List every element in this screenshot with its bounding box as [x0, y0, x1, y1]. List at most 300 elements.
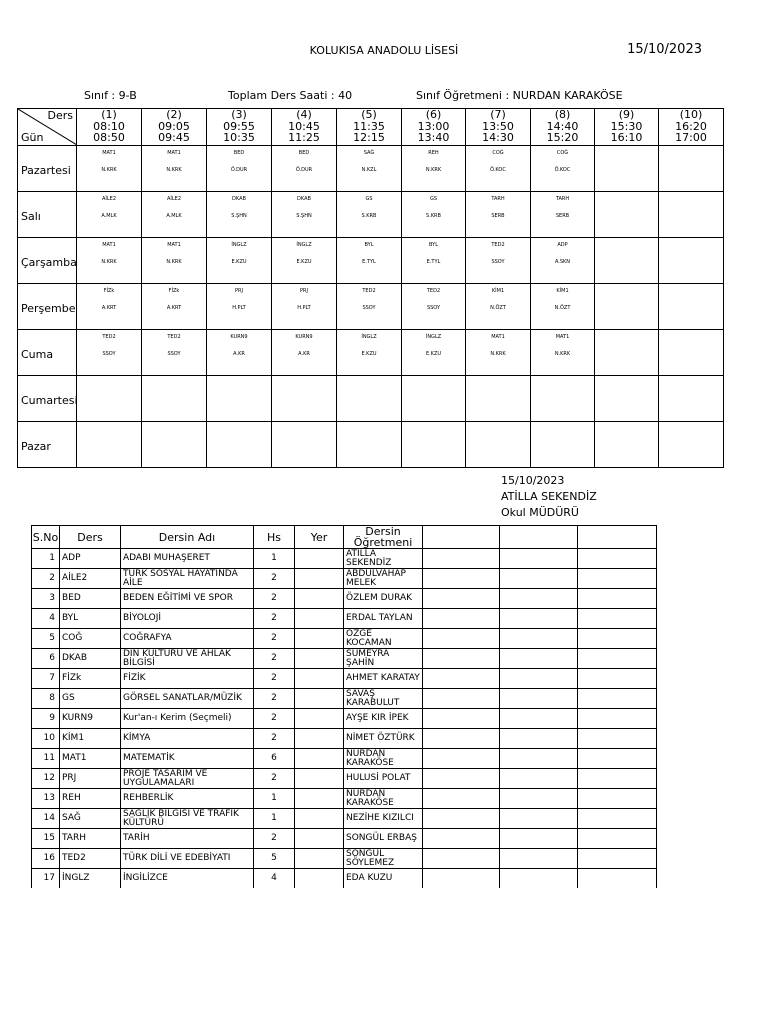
period-end: 15:20 [546, 131, 579, 144]
slot-teacher: S.KRB [361, 213, 377, 219]
day-name: Cumartesi [21, 394, 78, 407]
row-teacher: AHMET KARATAY [344, 669, 423, 689]
row-empty [500, 589, 578, 609]
lesson-slot [595, 284, 659, 330]
row-empty [500, 829, 578, 849]
slot-code: BYL [429, 242, 438, 248]
slot-code: MAT1 [491, 334, 505, 340]
lesson-slot [402, 238, 466, 284]
lesson-slot [595, 330, 659, 376]
lesson-slot [77, 376, 142, 422]
row-name: BEDEN EĞİTİMİ VE SPOR [121, 589, 254, 609]
slot-teacher: SSOY [491, 259, 505, 265]
lesson-slot [337, 422, 402, 468]
lesson-slot [659, 284, 724, 330]
day-name: Salı [21, 210, 41, 223]
period-start: 09:55 [223, 119, 255, 133]
lesson-slot [207, 284, 272, 330]
lesson-slot [531, 422, 595, 468]
row-number: 3 [32, 589, 60, 609]
slot-code: FİZk [168, 288, 180, 294]
period-header [207, 109, 272, 146]
row-empty [578, 609, 657, 629]
row-empty [423, 869, 500, 889]
slot-teacher: A.SKN [554, 259, 571, 265]
table-row [32, 669, 657, 689]
period-header [142, 109, 207, 146]
slot-teacher: Ö.KOC [490, 167, 506, 173]
row-empty [423, 609, 500, 629]
slot-code: TARH [491, 196, 505, 202]
slot-teacher: E.KZU [231, 259, 247, 265]
lesson-slot [272, 146, 337, 192]
lesson-slot [466, 422, 531, 468]
row-code: DKAB [60, 649, 121, 669]
row-number: 12 [32, 769, 60, 789]
slot-code: BED [233, 150, 245, 156]
period-end: 12:15 [353, 131, 385, 144]
schedule-grid [17, 108, 724, 468]
lesson-slot [142, 146, 207, 192]
slot-teacher: E.KZU [361, 351, 377, 357]
period-number: (10) [679, 108, 703, 121]
lesson-slot [466, 376, 531, 422]
lesson-slot [207, 422, 272, 468]
col-empty [500, 526, 578, 549]
slot-teacher: N.KRK [425, 167, 442, 173]
period-header [77, 109, 142, 146]
day-cell [18, 146, 77, 192]
row-teacher: SONGÜL ERBAŞ [344, 829, 423, 849]
slot-teacher: N.KRK [101, 259, 117, 265]
row-code: TARH [60, 829, 121, 849]
slot-teacher: A.MLK [166, 213, 182, 219]
slot-teacher: S.ŞHN [296, 213, 312, 219]
day-name: Pazartesi [21, 164, 71, 177]
lesson-slot [466, 330, 531, 376]
row-empty [423, 569, 500, 589]
period-start: 13:00 [417, 119, 450, 133]
slot-teacher: A.KRT [166, 305, 182, 311]
period-start: 08:10 [93, 119, 125, 133]
period-start: 10:45 [288, 119, 320, 133]
slot-teacher: N.ÖZT [490, 305, 506, 311]
row-empty [423, 649, 500, 669]
row-empty [423, 749, 500, 769]
row-number: 14 [32, 809, 60, 829]
row-empty [423, 689, 500, 709]
slot-code: İNGLZ [231, 242, 247, 248]
lesson-slot [659, 330, 724, 376]
row-teacher: SAVAŞ KARABULUT [344, 689, 423, 709]
slot-code: ADP [557, 242, 568, 248]
row-name: GÖRSEL SANATLAR/MÜZİK [121, 689, 254, 709]
slot-code: PRJ [235, 288, 243, 294]
lesson-slot [207, 330, 272, 376]
signature-name: ATİLLA SEKENDİZ [501, 490, 597, 503]
row-hours: 2 [254, 689, 295, 709]
lesson-slot [595, 238, 659, 284]
slot-code: İNGLZ [296, 242, 312, 248]
slot-teacher: N.ÖZT [554, 305, 571, 311]
lesson-table [31, 525, 657, 888]
slot-teacher: A.KR [233, 351, 245, 357]
row-number: 15 [32, 829, 60, 849]
slot-code: AİLE2 [166, 196, 182, 202]
period-number: (5) [361, 108, 377, 121]
day-row [18, 192, 724, 238]
period-start: 15:30 [610, 119, 643, 133]
row-code: AİLE2 [60, 569, 121, 589]
col-ders: Ders [60, 526, 121, 549]
table-row [32, 809, 657, 829]
row-empty [500, 729, 578, 749]
row-name: TÜRK SOSYAL HAYATINDA AİLE [121, 569, 254, 589]
slot-code: TED2 [102, 334, 116, 340]
row-place [295, 649, 344, 669]
signature-date: 15/10/2023 [501, 474, 565, 487]
row-empty [500, 569, 578, 589]
lesson-slot [142, 376, 207, 422]
slot-code: MAT1 [102, 242, 116, 248]
slot-teacher: E.TYL [362, 259, 376, 265]
period-start: 14:40 [546, 119, 579, 133]
row-empty [500, 649, 578, 669]
lesson-slot [272, 422, 337, 468]
period-end: 16:10 [610, 131, 643, 144]
row-teacher: AYŞE KIR İPEK [344, 709, 423, 729]
row-empty [423, 789, 500, 809]
row-name: REHBERLİK [121, 789, 254, 809]
lesson-slot [337, 146, 402, 192]
lesson-slot [142, 192, 207, 238]
row-teacher: HULUSİ POLAT [344, 769, 423, 789]
row-place [295, 669, 344, 689]
period-number: (2) [166, 108, 182, 121]
period-number: (6) [425, 108, 442, 121]
row-teacher: NEZİHE KIZILCI [344, 809, 423, 829]
print-date: 15/10/2023 [627, 42, 702, 57]
lesson-slot [207, 146, 272, 192]
row-hours: 2 [254, 729, 295, 749]
row-place [295, 809, 344, 829]
col-empty [423, 526, 500, 549]
row-hours: 2 [254, 709, 295, 729]
slot-code: BED [298, 150, 310, 156]
row-place [295, 549, 344, 569]
period-header [337, 109, 402, 146]
lesson-slot [466, 238, 531, 284]
class-label: Sınıf : 9-B [84, 89, 137, 102]
lesson-slot [77, 284, 142, 330]
lesson-slot [77, 146, 142, 192]
lesson-slot [466, 146, 531, 192]
slot-teacher: SSOY [167, 351, 181, 357]
row-hours: 2 [254, 609, 295, 629]
lesson-slot [402, 284, 466, 330]
lesson-slot [272, 192, 337, 238]
day-row [18, 238, 724, 284]
lesson-slot [77, 330, 142, 376]
lesson-slot [272, 238, 337, 284]
row-code: KİM1 [60, 729, 121, 749]
lesson-slot [337, 284, 402, 330]
row-number: 17 [32, 869, 60, 889]
row-name: PROJE TASARIM VE UYGULAMALARI [121, 769, 254, 789]
row-empty [578, 849, 657, 869]
row-teacher: NURDAN KARAKÖSE [344, 749, 423, 769]
row-empty [578, 749, 657, 769]
lesson-slot [77, 192, 142, 238]
lesson-slot [337, 192, 402, 238]
row-name: ADABI MUHAŞERET [121, 549, 254, 569]
period-header [272, 109, 337, 146]
row-name: İNGİLİZCE [121, 869, 254, 889]
slot-code: DKAB [297, 196, 311, 202]
slot-code: İNGLZ [361, 334, 377, 340]
slot-teacher: S.KRB [426, 213, 441, 219]
row-empty [500, 769, 578, 789]
row-teacher: ATİLLA SEKENDİZ [344, 549, 423, 569]
row-teacher: ÖZGE KOCAMAN [344, 629, 423, 649]
slot-code: KİM1 [556, 288, 569, 294]
day-cell [18, 192, 77, 238]
lesson-slot [466, 192, 531, 238]
lesson-slot [272, 330, 337, 376]
slot-code: MAT1 [167, 150, 181, 156]
row-empty [423, 709, 500, 729]
day-cell [18, 238, 77, 284]
period-start: 11:35 [353, 119, 385, 133]
col-empty [578, 526, 657, 549]
row-empty [500, 809, 578, 829]
row-number: 2 [32, 569, 60, 589]
row-number: 8 [32, 689, 60, 709]
row-hours: 2 [254, 669, 295, 689]
row-place [295, 869, 344, 889]
period-end: 11:25 [288, 131, 320, 144]
day-row [18, 284, 724, 330]
row-place [295, 609, 344, 629]
row-empty [578, 649, 657, 669]
row-teacher: SONGÜL SÖYLEMEZ [344, 849, 423, 869]
col-yer: Yer [295, 526, 344, 549]
period-number: (8) [554, 108, 571, 121]
table-row [32, 629, 657, 649]
row-code: COĞ [60, 629, 121, 649]
period-end: 17:00 [675, 131, 707, 144]
day-row [18, 330, 724, 376]
slot-code: SAĞ [363, 150, 375, 156]
row-number: 1 [32, 549, 60, 569]
lesson-slot [531, 146, 595, 192]
row-hours: 2 [254, 829, 295, 849]
row-empty [500, 609, 578, 629]
slot-teacher: A.MLK [101, 213, 117, 219]
lesson-slot [272, 284, 337, 330]
school-name: KOLUKISA ANADOLU LİSESİ [309, 44, 459, 57]
row-empty [578, 769, 657, 789]
corner-header [18, 109, 77, 146]
row-name: Kur'an-ı Kerim (Seçmeli) [121, 709, 254, 729]
slot-code: MAT1 [555, 334, 570, 340]
period-header [466, 109, 531, 146]
lesson-slot [142, 238, 207, 284]
period-header [659, 109, 724, 146]
lesson-slot [337, 376, 402, 422]
row-teacher: ABDULVAHAP MELEK [344, 569, 423, 589]
row-empty [578, 869, 657, 889]
row-name: MATEMATİK [121, 749, 254, 769]
row-name: FİZİK [121, 669, 254, 689]
lesson-slot [531, 192, 595, 238]
col-hs: Hs [254, 526, 295, 549]
table-row [32, 849, 657, 869]
row-empty [578, 569, 657, 589]
row-code: TED2 [60, 849, 121, 869]
slot-code: COĞ [492, 150, 504, 156]
row-place [295, 789, 344, 809]
day-cell [18, 422, 77, 468]
slot-code: GS [365, 196, 373, 202]
table-row [32, 769, 657, 789]
row-code: BED [60, 589, 121, 609]
slot-code: BYL [364, 242, 374, 248]
row-empty [423, 829, 500, 849]
slot-code: KURN9 [230, 334, 248, 340]
table-row [32, 749, 657, 769]
row-teacher: ÖZLEM DURAK [344, 589, 423, 609]
row-code: İNGLZ [60, 869, 121, 889]
period-end: 14:30 [482, 131, 514, 144]
row-teacher: SÜMEYRA ŞAHİN [344, 649, 423, 669]
lesson-slot [531, 284, 595, 330]
row-empty [500, 689, 578, 709]
row-code: SAĞ [60, 809, 121, 829]
row-teacher: EDA KUZU [344, 869, 423, 889]
slot-code: TED2 [491, 242, 505, 248]
slot-teacher: E.KZU [296, 259, 312, 265]
class-teacher: Sınıf Öğretmeni : NURDAN KARAKÖSE [416, 89, 623, 102]
row-empty [500, 549, 578, 569]
day-cell [18, 376, 77, 422]
day-name: Çarşamba [21, 256, 77, 269]
row-hours: 1 [254, 809, 295, 829]
row-empty [500, 709, 578, 729]
slot-teacher: A.KRT [101, 305, 117, 311]
row-code: FİZk [60, 669, 121, 689]
row-empty [578, 809, 657, 829]
lesson-slot [272, 376, 337, 422]
lesson-slot [595, 146, 659, 192]
lesson-slot [142, 284, 207, 330]
period-end: 09:45 [158, 131, 190, 144]
slot-teacher: SERB [491, 213, 505, 219]
row-hours: 1 [254, 789, 295, 809]
slot-teacher: H.PLT [297, 305, 311, 311]
period-number: (4) [296, 108, 312, 121]
day-row [18, 146, 724, 192]
row-hours: 4 [254, 869, 295, 889]
row-empty [578, 549, 657, 569]
slot-code: KİM1 [491, 288, 505, 294]
lesson-slot [659, 146, 724, 192]
slot-code: AİLE2 [101, 196, 117, 202]
slot-teacher: SSOY [102, 351, 116, 357]
slot-code: GS [429, 196, 438, 202]
day-cell [18, 284, 77, 330]
slot-code: İNGLZ [425, 334, 442, 340]
row-name: BİYOLOJİ [121, 609, 254, 629]
table-row [32, 649, 657, 669]
lesson-slot [595, 192, 659, 238]
lesson-slot [402, 422, 466, 468]
slot-teacher: E.KZU [425, 351, 442, 357]
lesson-slot [142, 330, 207, 376]
lesson-slot [337, 238, 402, 284]
slot-teacher: N.KRK [101, 167, 117, 173]
row-number: 6 [32, 649, 60, 669]
row-hours: 2 [254, 629, 295, 649]
row-hours: 2 [254, 769, 295, 789]
row-code: GS [60, 689, 121, 709]
slot-teacher: Ö.DUR [230, 167, 248, 173]
lesson-slot [531, 330, 595, 376]
row-name: KİMYA [121, 729, 254, 749]
row-number: 7 [32, 669, 60, 689]
slot-code: KURN9 [295, 334, 313, 340]
row-empty [423, 849, 500, 869]
table-row [32, 569, 657, 589]
row-hours: 6 [254, 749, 295, 769]
row-code: PRJ [60, 769, 121, 789]
lesson-slot [402, 146, 466, 192]
slot-code: REH [428, 150, 439, 156]
row-code: ADP [60, 549, 121, 569]
row-empty [423, 809, 500, 829]
row-empty [578, 689, 657, 709]
table-row [32, 829, 657, 849]
period-header [402, 109, 466, 146]
slot-code: PRJ [300, 288, 308, 294]
row-hours: 1 [254, 549, 295, 569]
gun-label: Gün [21, 131, 44, 144]
row-empty [423, 729, 500, 749]
row-empty [423, 549, 500, 569]
lesson-slot [77, 422, 142, 468]
row-number: 9 [32, 709, 60, 729]
row-empty [578, 789, 657, 809]
row-empty [500, 749, 578, 769]
total-hours: Toplam Ders Saati : 40 [228, 89, 353, 102]
period-end: 13:40 [417, 131, 450, 144]
table-row [32, 869, 657, 889]
slot-teacher: H.PLT [232, 305, 246, 311]
row-code: MAT1 [60, 749, 121, 769]
period-number: (1) [101, 108, 117, 121]
row-empty [423, 769, 500, 789]
table-row [32, 729, 657, 749]
lesson-slot [207, 238, 272, 284]
row-empty [500, 789, 578, 809]
row-empty [578, 629, 657, 649]
row-code: KURN9 [60, 709, 121, 729]
row-place [295, 829, 344, 849]
row-place [295, 589, 344, 609]
slot-teacher: A.KR [298, 351, 310, 357]
day-name: Perşembe [21, 302, 76, 315]
row-number: 11 [32, 749, 60, 769]
